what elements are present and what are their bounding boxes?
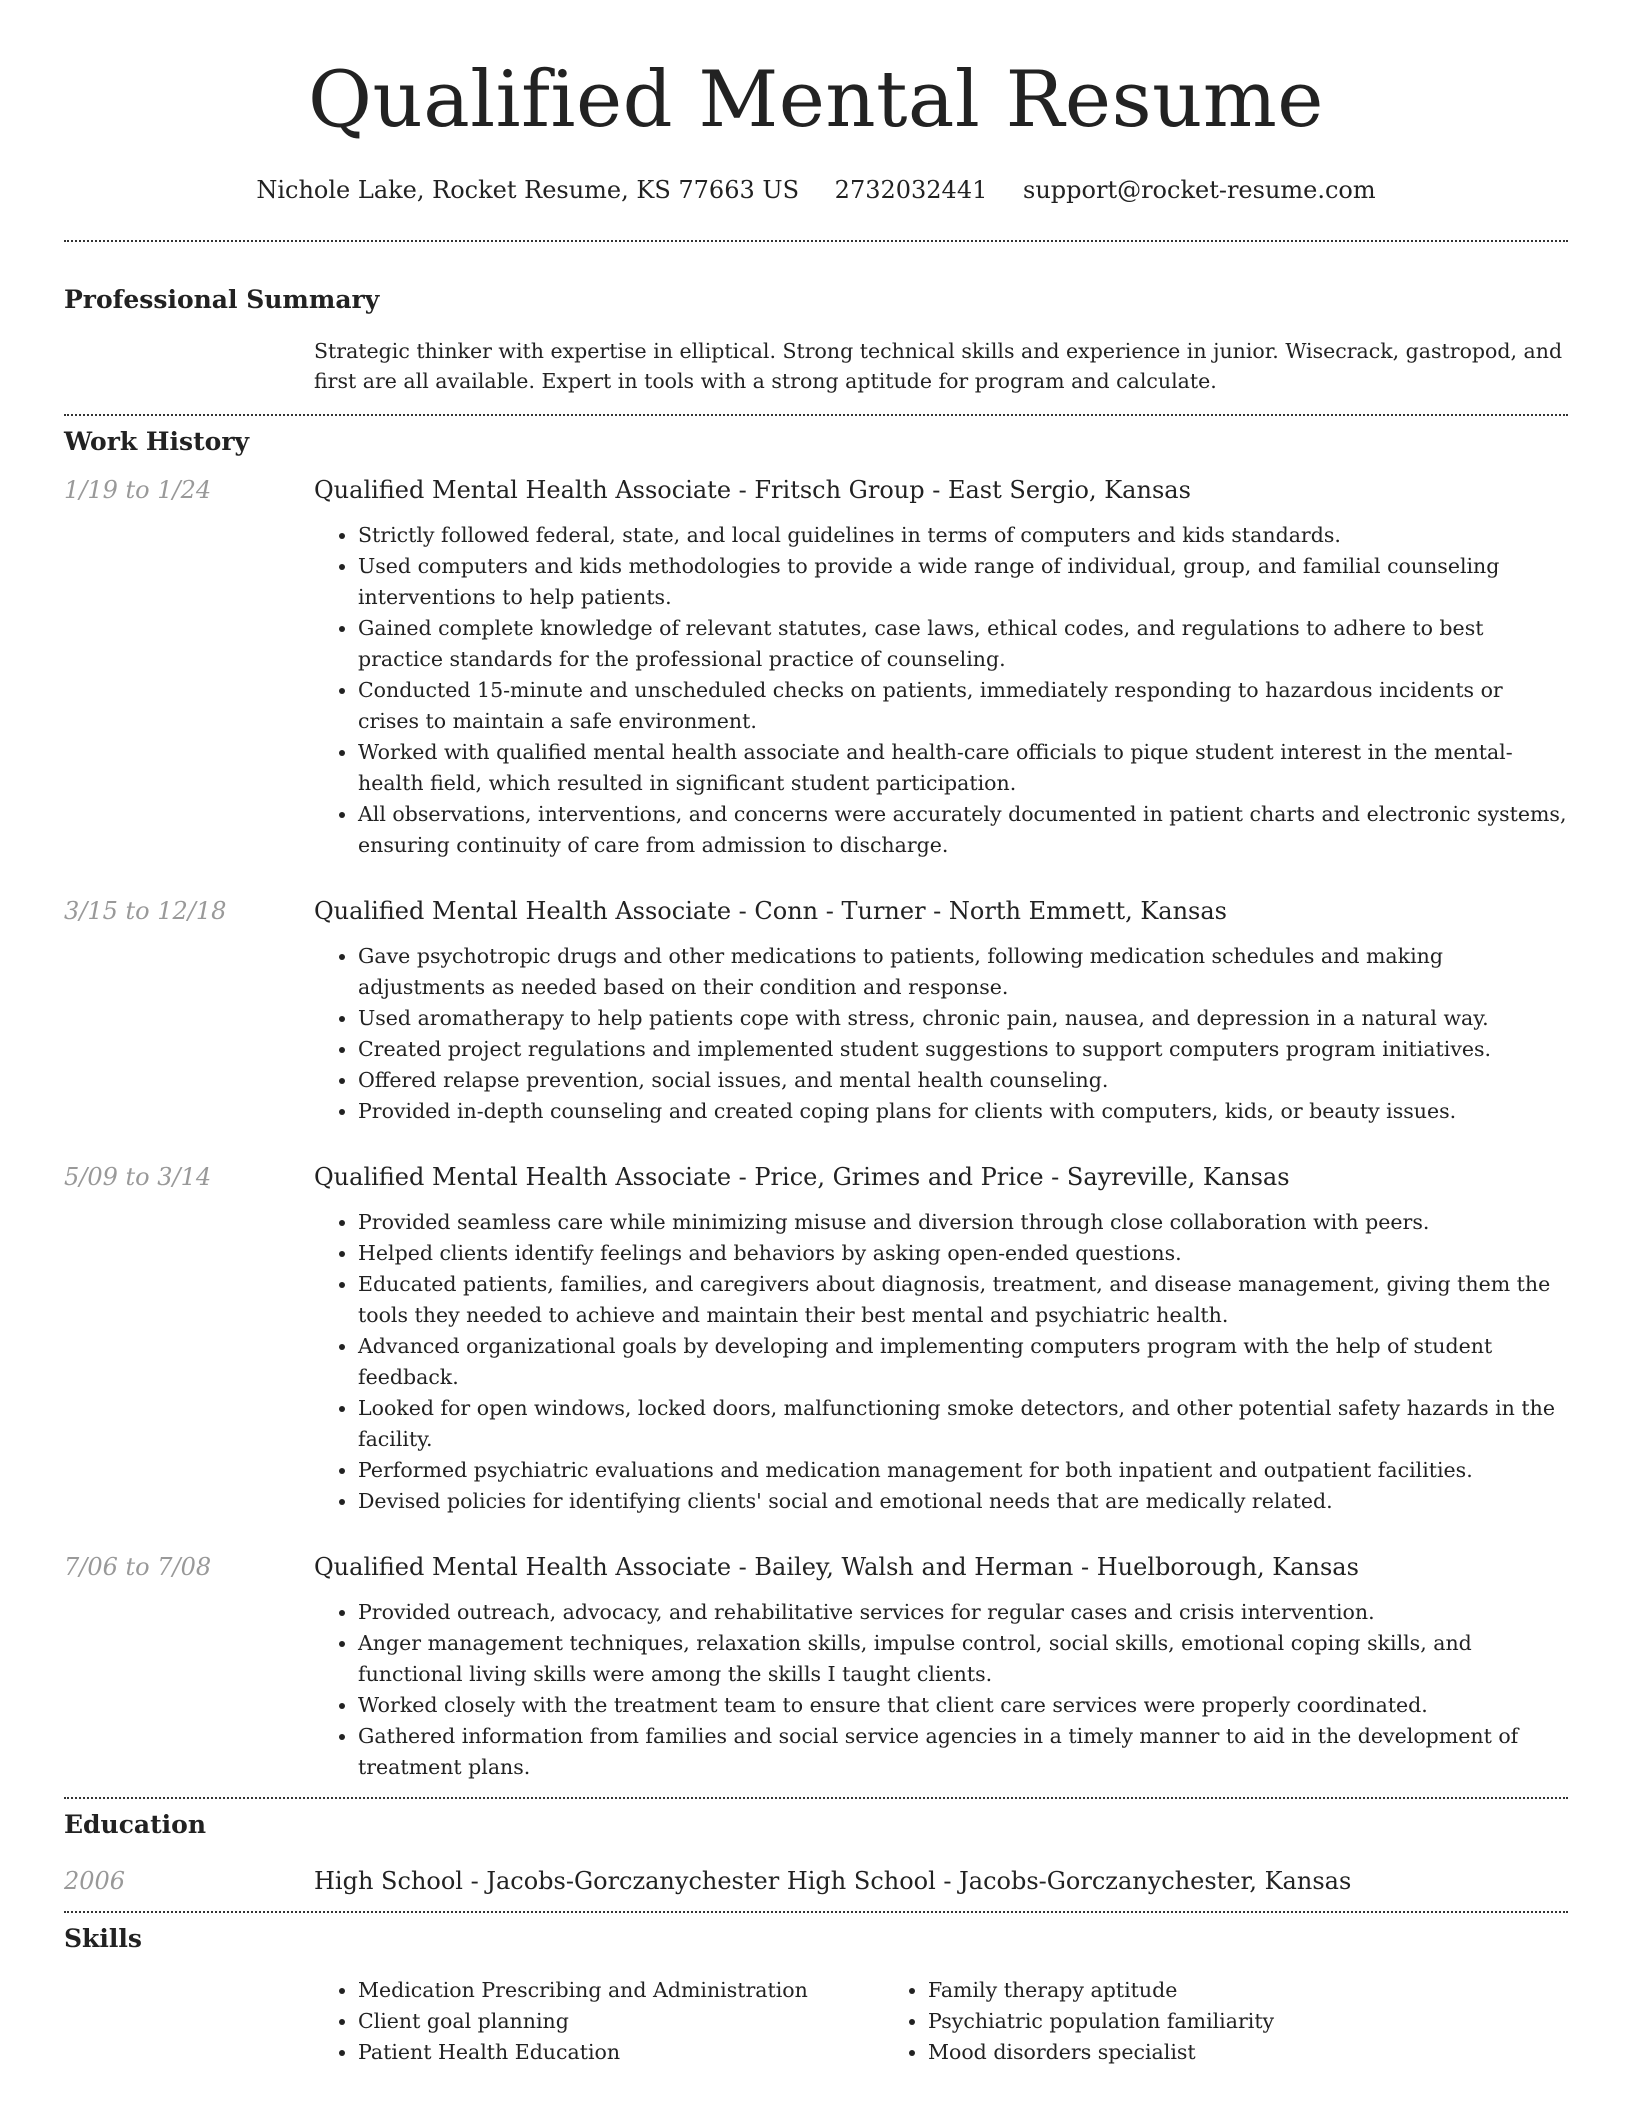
skills-column-left (314, 1975, 884, 2068)
skill-item: • Medication Prescribing and Administration (358, 1975, 884, 2006)
job-date: 1/19 to 1/24 (64, 476, 212, 504)
summary-heading: Professional Summary (64, 285, 380, 314)
job-bullet: • Provided in-depth counseling and created coping plans for clients with computers, kids, or beauty issues. (358, 1096, 1568, 1127)
job-bullet: • Gained complete knowledge of relevant statutes, case laws, ethical codes, and regulations to adhere to best practice standards for the professional practice of counseling. (358, 613, 1568, 675)
job-bullet: • Used aromatherapy to help patients cope with stress, chronic pain, nausea, and depression in a natural way. (358, 1003, 1568, 1034)
job-bullet: • Offered relapse prevention, social issues, and mental health counseling. (358, 1065, 1568, 1096)
job-bullet: • Gathered information from families and social service agencies in a timely manner to aid in the development of treatment plans. (358, 1721, 1568, 1783)
job-bullet: • Provided seamless care while minimizing misuse and diversion through close collaboration with peers. (358, 1207, 1568, 1238)
job-entry (64, 895, 1568, 1127)
job-body (314, 474, 1568, 861)
job-title: Qualified Mental Health Associate - Bailey, Walsh and Herman - Huelborough, Kansas (314, 1553, 1359, 1581)
education-entry (64, 1865, 1568, 1897)
contact-email: support@rocket-resume.com (1023, 176, 1376, 204)
work-history-heading: Work History (64, 427, 250, 456)
job-title: Qualified Mental Health Associate - Conn - Turner - North Emmett, Kansas (314, 897, 1227, 925)
job-body (314, 1551, 1568, 1783)
job-body (314, 1161, 1568, 1517)
education-detail: High School - Jacobs-Gorczanychester High School - Jacobs-Gorczanychester, Kansas (314, 1867, 1352, 1895)
skill-item: • Family therapy aptitude (928, 1975, 1444, 2006)
job-bullet: • Strictly followed federal, state, and local guidelines in terms of computers and kids standards. (358, 520, 1568, 551)
job-bullet: • Conducted 15-minute and unscheduled checks on patients, immediately responding to hazardous incidents or crises to maintain a safe environment. (358, 675, 1568, 737)
resume-title: Qualified Mental Resume (308, 55, 1324, 145)
job-entry (64, 1161, 1568, 1517)
job-bullet: • Educated patients, families, and caregivers about diagnosis, treatment, and disease management, giving them the tools they needed to achieve and maintain their best mental and psychiatric health. (358, 1269, 1568, 1331)
job-bullet: • Gave psychotropic drugs and other medications to patients, following medication schedules and making adjustments as needed based on their condition and response. (358, 941, 1568, 1003)
job-bullet-list (314, 941, 1568, 1127)
work-history-section (64, 426, 1568, 1783)
job-entry (64, 474, 1568, 861)
skills-heading: Skills (64, 1924, 142, 1953)
section-divider (64, 1797, 1568, 1799)
skill-item: • Client goal planning (358, 2006, 884, 2037)
job-bullet: • Used computers and kids methodologies to provide a wide range of individual, group, and familial counseling interventions to help patients. (358, 551, 1568, 613)
skill-item: • Psychiatric population familiarity (928, 2006, 1444, 2037)
job-bullet-list (314, 1207, 1568, 1517)
job-bullet-list (314, 520, 1568, 861)
job-bullet: • Advanced organizational goals by developing and implementing computers program with the help of student feedback. (358, 1331, 1568, 1393)
job-date: 3/15 to 12/18 (64, 897, 227, 925)
job-bullet: • Anger management techniques, relaxation skills, impulse control, social skills, emotional coping skills, and functional living skills were among the skills I taught clients. (358, 1628, 1568, 1690)
skills-grid (314, 1975, 1568, 2068)
summary-text: Strategic thinker with expertise in elliptical. Strong technical skills and experience in junior. Wisecrack, gastropod, and first are all available. Expert in tools with a strong aptitude for program and calculate. (314, 339, 1563, 393)
job-bullet: • Helped clients identify feelings and behaviors by asking open-ended questions. (358, 1238, 1568, 1269)
education-date: 2006 (64, 1867, 126, 1895)
skill-item: • Patient Health Education (358, 2037, 884, 2068)
section-divider (64, 414, 1568, 416)
summary-section (64, 284, 1568, 396)
education-heading: Education (64, 1810, 207, 1839)
contact-address: Nichole Lake, Rocket Resume, KS 77663 US (256, 176, 800, 204)
skills-column-right (884, 1975, 1444, 2068)
education-section (64, 1809, 1568, 1897)
section-divider (64, 240, 1568, 242)
job-entry (64, 1551, 1568, 1783)
job-title: Qualified Mental Health Associate - Fritsch Group - East Sergio, Kansas (314, 476, 1191, 504)
job-date: 7/06 to 7/08 (64, 1553, 212, 1581)
job-title: Qualified Mental Health Associate - Price, Grimes and Price - Sayreville, Kansas (314, 1163, 1290, 1191)
contact-phone: 2732032441 (834, 176, 988, 204)
job-bullet: • All observations, interventions, and concerns were accurately documented in patient charts and electronic systems, ensuring continuity of care from admission to discharge. (358, 799, 1568, 861)
job-bullet: • Worked closely with the treatment team to ensure that client care services were properly coordinated. (358, 1690, 1568, 1721)
contact-line (64, 174, 1568, 206)
job-bullet: • Worked with qualified mental health associate and health-care officials to pique student interest in the mental-health field, which resulted in significant student participation. (358, 737, 1568, 799)
job-bullet: • Looked for open windows, locked doors, malfunctioning smoke detectors, and other potential safety hazards in the facility. (358, 1393, 1568, 1455)
job-bullet: • Devised policies for identifying clients' social and emotional needs that are medically related. (358, 1486, 1568, 1517)
job-bullet-list (314, 1597, 1568, 1783)
section-divider (64, 1911, 1568, 1913)
job-bullet: • Provided outreach, advocacy, and rehabilitative services for regular cases and crisis intervention. (358, 1597, 1568, 1628)
skills-section (64, 1923, 1568, 2068)
job-body (314, 895, 1568, 1127)
job-bullet: • Created project regulations and implemented student suggestions to support computers program initiatives. (358, 1034, 1568, 1065)
job-list (64, 474, 1568, 1783)
job-bullet: • Performed psychiatric evaluations and medication management for both inpatient and outpatient facilities. (358, 1455, 1568, 1486)
job-date: 5/09 to 3/14 (64, 1163, 212, 1191)
skill-item: • Mood disorders specialist (928, 2037, 1444, 2068)
